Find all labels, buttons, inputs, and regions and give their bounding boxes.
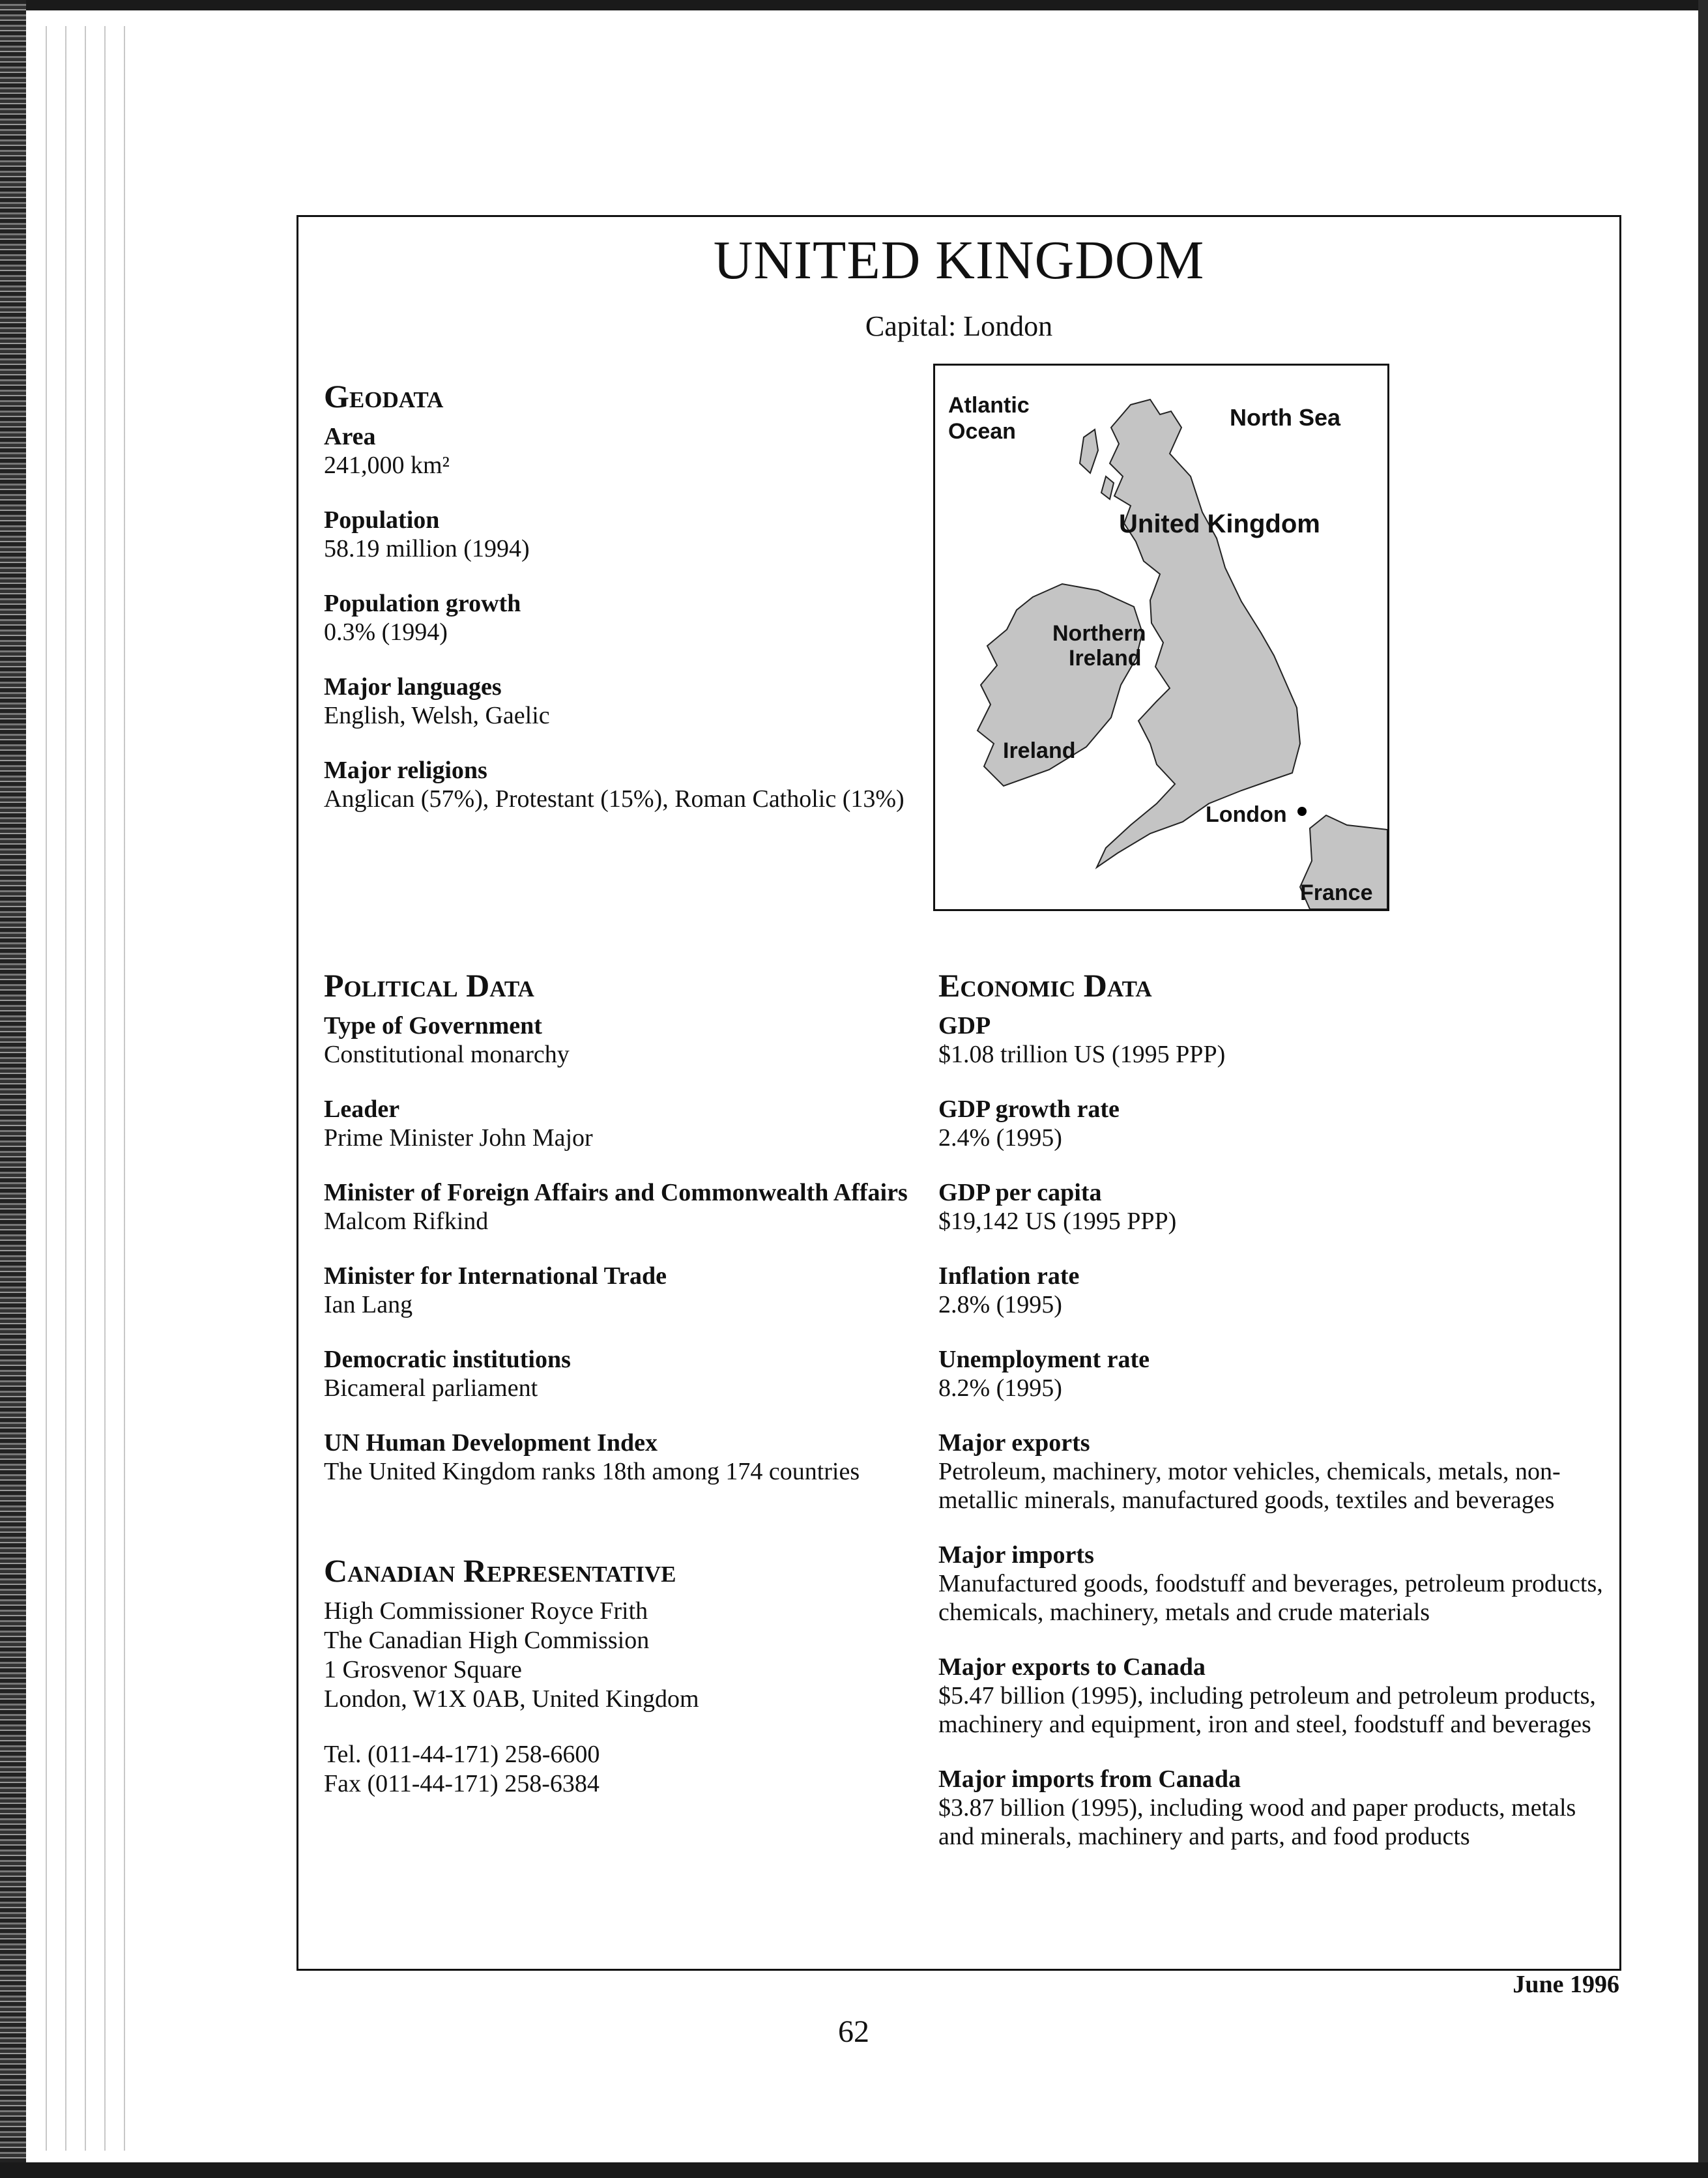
political-item xyxy=(324,1429,923,1486)
item-label: Type of Government xyxy=(324,1012,542,1039)
rep-tel: Tel. (011-44-171) 258-6600 xyxy=(324,1741,600,1768)
page-number: 62 xyxy=(838,2014,869,2049)
item-value: 2.8% (1995) xyxy=(938,1291,1062,1318)
geodata-section xyxy=(324,377,910,839)
economic-item xyxy=(938,1429,1603,1515)
economic-item xyxy=(938,1095,1603,1152)
publication-date: June 1996 xyxy=(1513,1971,1619,1998)
item-value: The United Kingdom ranks 18th among 174 countries xyxy=(324,1458,860,1485)
political-item xyxy=(324,1011,923,1069)
map-label-united-kingdom: United Kingdom xyxy=(1119,510,1320,538)
item-label: Major exports to Canada xyxy=(938,1653,1206,1681)
rep-line: High Commissioner Royce Frith xyxy=(324,1597,648,1625)
item-label: Major imports xyxy=(938,1541,1094,1569)
item-label: GDP xyxy=(938,1012,991,1039)
item-value: Malcom Rifkind xyxy=(324,1208,489,1235)
item-value: $5.47 billion (1995), including petroleum and petroleum products, machinery and equipment, iron and steel, foodstuff and beverages xyxy=(938,1682,1596,1738)
page-title: UNITED KINGDOM xyxy=(713,230,1205,291)
scan-border-right xyxy=(1698,0,1708,2178)
item-value: English, Welsh, Gaelic xyxy=(324,702,550,729)
economic-item xyxy=(938,1262,1603,1319)
political-item xyxy=(324,1178,923,1236)
item-label: Population growth xyxy=(324,590,521,617)
political-section xyxy=(324,966,923,1512)
capital-line: Capital: London xyxy=(865,310,1053,342)
uk-map-svg xyxy=(935,366,1387,909)
map-label-london: London xyxy=(1206,802,1287,827)
item-value: Petroleum, machinery, motor vehicles, chemicals, metals, non-metallic minerals, manufactured goods, textiles and beverages xyxy=(938,1458,1561,1514)
london-marker xyxy=(1297,807,1307,816)
item-label: Major imports from Canada xyxy=(938,1765,1241,1793)
item-value: Bicameral parliament xyxy=(324,1374,538,1402)
item-value: Ian Lang xyxy=(324,1291,413,1318)
political-item xyxy=(324,1095,923,1152)
economic-item xyxy=(938,1345,1603,1402)
economic-item xyxy=(938,1011,1603,1069)
item-label: Population xyxy=(324,506,440,534)
economic-heading: Economic Data xyxy=(938,967,1152,1004)
item-value: $3.87 billion (1995), including wood and paper products, metals and minerals, machinery and parts, and food products xyxy=(938,1794,1576,1850)
item-value: Manufactured goods, foodstuff and beverages, petroleum products, chemicals, machinery, metals and crude materials xyxy=(938,1570,1603,1626)
scan-border-left xyxy=(0,0,26,2178)
item-value: Anglican (57%), Protestant (15%), Roman Catholic (13%) xyxy=(324,785,905,813)
map-label-north-sea: North Sea xyxy=(1230,404,1341,431)
economic-item xyxy=(938,1178,1603,1236)
economic-section xyxy=(938,966,1603,1877)
item-value: 8.2% (1995) xyxy=(938,1374,1062,1402)
geodata-item xyxy=(324,756,910,813)
geodata-item xyxy=(324,506,910,563)
item-label: UN Human Development Index xyxy=(324,1429,658,1457)
item-label: Area xyxy=(324,423,376,450)
rep-fax: Fax (011-44-171) 258-6384 xyxy=(324,1770,600,1797)
canadian-rep-section xyxy=(324,1551,923,1799)
item-value: $19,142 US (1995 PPP) xyxy=(938,1208,1177,1235)
scan-binding-lines xyxy=(36,26,141,2151)
item-label: Unemployment rate xyxy=(938,1346,1150,1373)
economic-item xyxy=(938,1653,1603,1739)
item-label: Democratic institutions xyxy=(324,1346,571,1373)
item-label: Inflation rate xyxy=(938,1262,1080,1290)
map-label-atlantic-1: Atlantic xyxy=(948,393,1030,418)
map-label-atlantic-2: Ocean xyxy=(948,419,1016,444)
map-label-northern-2: Ireland xyxy=(1069,646,1142,671)
item-label: Minister of Foreign Affairs and Commonwealth Affairs xyxy=(324,1179,908,1206)
islands-shape xyxy=(1101,476,1114,499)
map-label-france: France xyxy=(1300,880,1373,905)
canadian-rep-heading: Canadian Representative xyxy=(324,1552,676,1589)
item-label: GDP per capita xyxy=(938,1179,1102,1206)
item-value: Prime Minister John Major xyxy=(324,1124,593,1152)
rep-line: London, W1X 0AB, United Kingdom xyxy=(324,1685,699,1713)
item-value: 58.19 million (1994) xyxy=(324,535,530,562)
political-heading: Political Data xyxy=(324,967,534,1004)
item-label: Major exports xyxy=(938,1429,1090,1457)
map-label-northern-1: Northern xyxy=(1052,621,1146,646)
item-label: Major religions xyxy=(324,757,487,784)
item-label: GDP growth rate xyxy=(938,1096,1120,1123)
hebrides-shape xyxy=(1080,429,1098,473)
map-label-ireland: Ireland xyxy=(1003,738,1076,763)
political-item xyxy=(324,1345,923,1402)
economic-item xyxy=(938,1765,1603,1851)
item-value: 241,000 km² xyxy=(324,452,450,479)
economic-item xyxy=(938,1541,1603,1627)
item-label: Leader xyxy=(324,1096,400,1123)
rep-line: The Canadian High Commission xyxy=(324,1627,650,1654)
scan-border-top xyxy=(0,0,1708,10)
geodata-heading: Geodata xyxy=(324,378,444,414)
uk-map xyxy=(933,364,1389,911)
scan-border-bottom xyxy=(0,2162,1708,2178)
item-value: 0.3% (1994) xyxy=(324,618,448,646)
rep-line: 1 Grosvenor Square xyxy=(324,1656,522,1683)
geodata-item xyxy=(324,422,910,480)
item-label: Major languages xyxy=(324,673,502,701)
item-value: 2.4% (1995) xyxy=(938,1124,1062,1152)
item-value: Constitutional monarchy xyxy=(324,1041,570,1068)
item-value: $1.08 trillion US (1995 PPP) xyxy=(938,1041,1226,1068)
item-label: Minister for International Trade xyxy=(324,1262,667,1290)
political-item xyxy=(324,1262,923,1319)
geodata-item xyxy=(324,673,910,730)
geodata-item xyxy=(324,589,910,646)
